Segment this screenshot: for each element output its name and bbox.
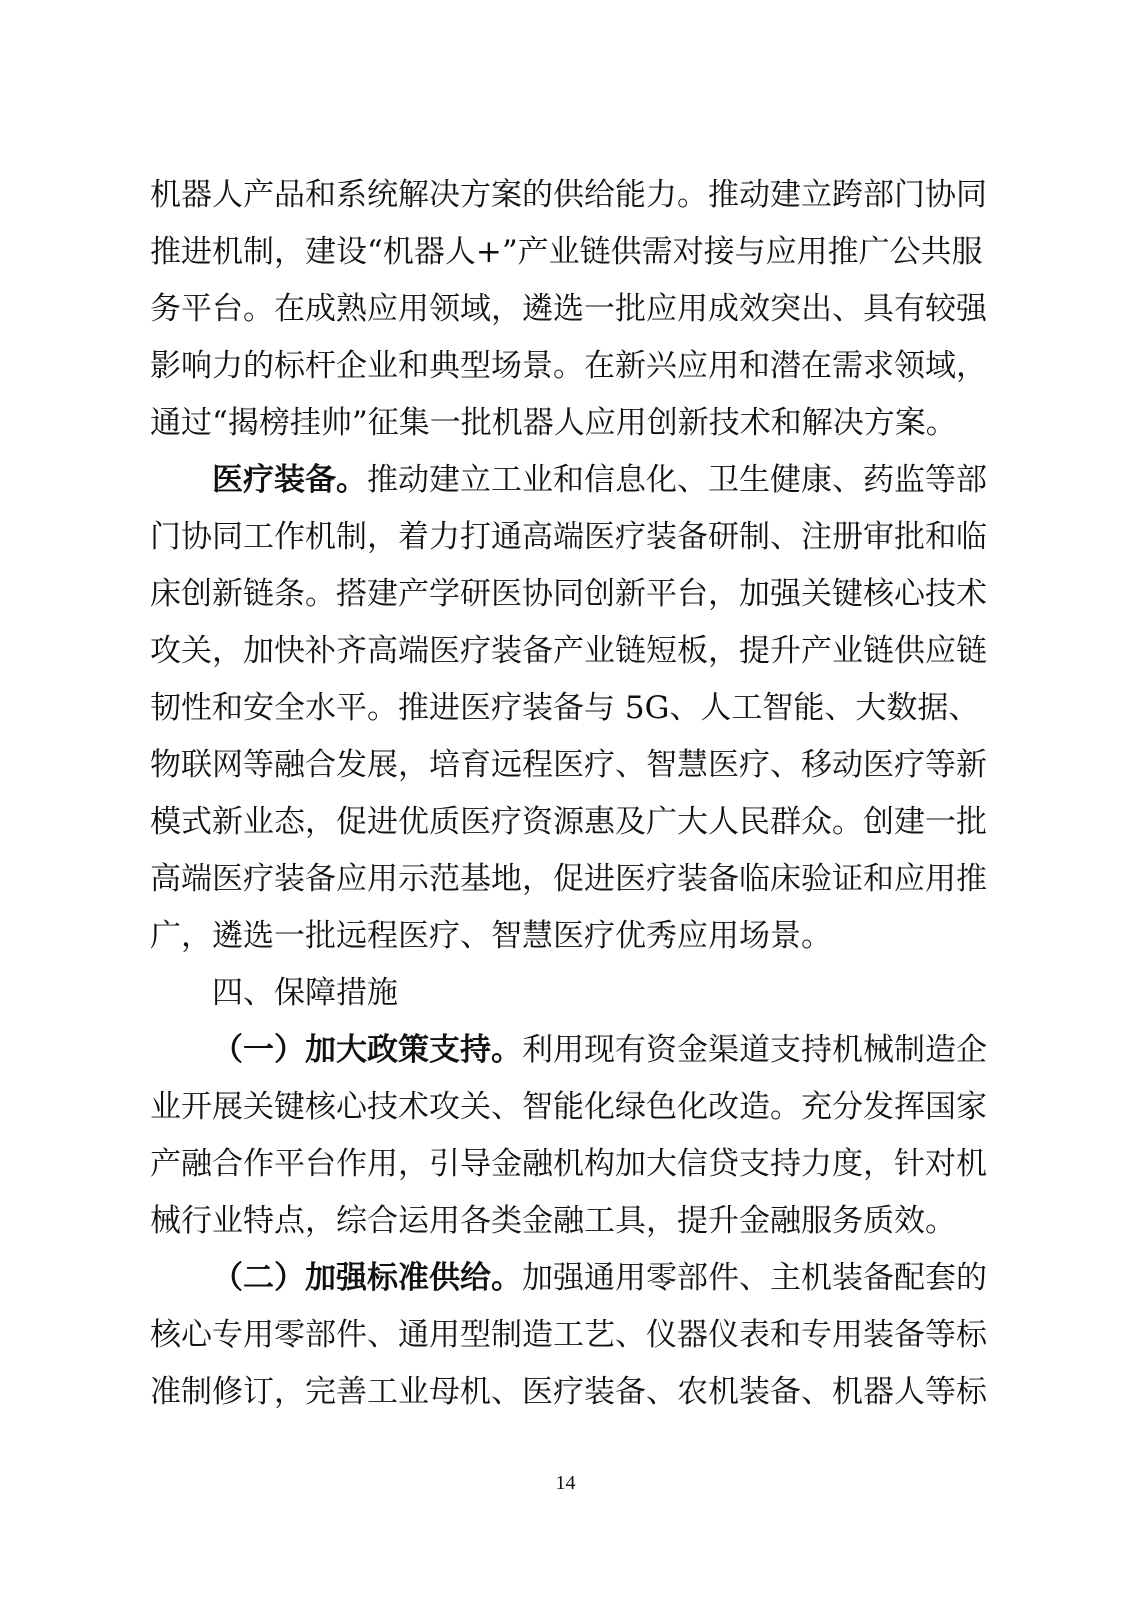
paragraph-lead: 医疗装备。: [212, 462, 367, 498]
page-number: 14: [555, 1472, 576, 1494]
paragraph-first-text: 推动建立工业和信息化、卫生健康、药监等部: [367, 462, 987, 498]
text-line: 影响力的标杆企业和典型场景。在新兴应用和潜在需求领域，: [150, 348, 987, 384]
paragraph-lead: （一）加大政策支持。: [212, 1032, 522, 1068]
text-line: 攻关，加快补齐高端医疗装备产业链短板，提升产业链供应链: [150, 633, 987, 669]
text-line: 门协同工作机制，着力打通高端医疗装备研制、注册审批和临: [150, 519, 987, 555]
paragraph-first-text: 加强通用零部件、主机装备配套的: [522, 1260, 987, 1296]
text-line: 广，遴选一批远程医疗、智慧医疗优秀应用场景。: [150, 918, 832, 954]
text-line: 机器人产品和系统解决方案的供给能力。推动建立跨部门协同: [150, 177, 987, 213]
paragraph-lead: （二）加强标准供给。: [212, 1260, 522, 1296]
text-line: 通过“揭榜挂帅”征集一批机器人应用创新技术和解决方案。: [150, 405, 957, 441]
text-line: 核心专用零部件、通用型制造工艺、仪器仪表和专用装备等标: [150, 1317, 987, 1353]
paragraph-first-line: [150, 1250, 987, 1307]
document-body: [150, 167, 987, 1421]
text-line: 产融合作平台作用，引导金融机构加大信贷支持力度，针对机: [150, 1146, 987, 1182]
text-line: 推进机制，建设“机器人+”产业链供需对接与应用推广公共服: [150, 234, 983, 270]
text-line: 韧性和安全水平。推进医疗装备与 5G、人工智能、大数据、: [150, 690, 980, 726]
text-line: 业开展关键核心技术攻关、智能化绿色化改造。充分发挥国家: [150, 1089, 987, 1125]
text-line: 务平台。在成熟应用领域，遴选一批应用成效突出、具有较强: [150, 291, 987, 327]
text-line: 物联网等融合发展，培育远程医疗、智慧医疗、移动医疗等新: [150, 747, 987, 783]
text-line: 高端医疗装备应用示范基地，促进医疗装备临床验证和应用推: [150, 861, 987, 897]
text-line: 床创新链条。搭建产学研医协同创新平台，加强关键核心技术: [150, 576, 987, 612]
section-heading: 四、保障措施: [212, 975, 398, 1011]
text-line: 准制修订，完善工业母机、医疗装备、农机装备、机器人等标: [150, 1374, 987, 1410]
paragraph-first-line: [150, 452, 987, 509]
paragraph-first-line: [150, 1022, 987, 1079]
text-line: 械行业特点，综合运用各类金融工具，提升金融服务质效。: [150, 1203, 956, 1239]
paragraph-first-text: 利用现有资金渠道支持机械制造企: [522, 1032, 987, 1068]
text-line: 模式新业态，促进优质医疗资源惠及广大人民群众。创建一批: [150, 804, 987, 840]
